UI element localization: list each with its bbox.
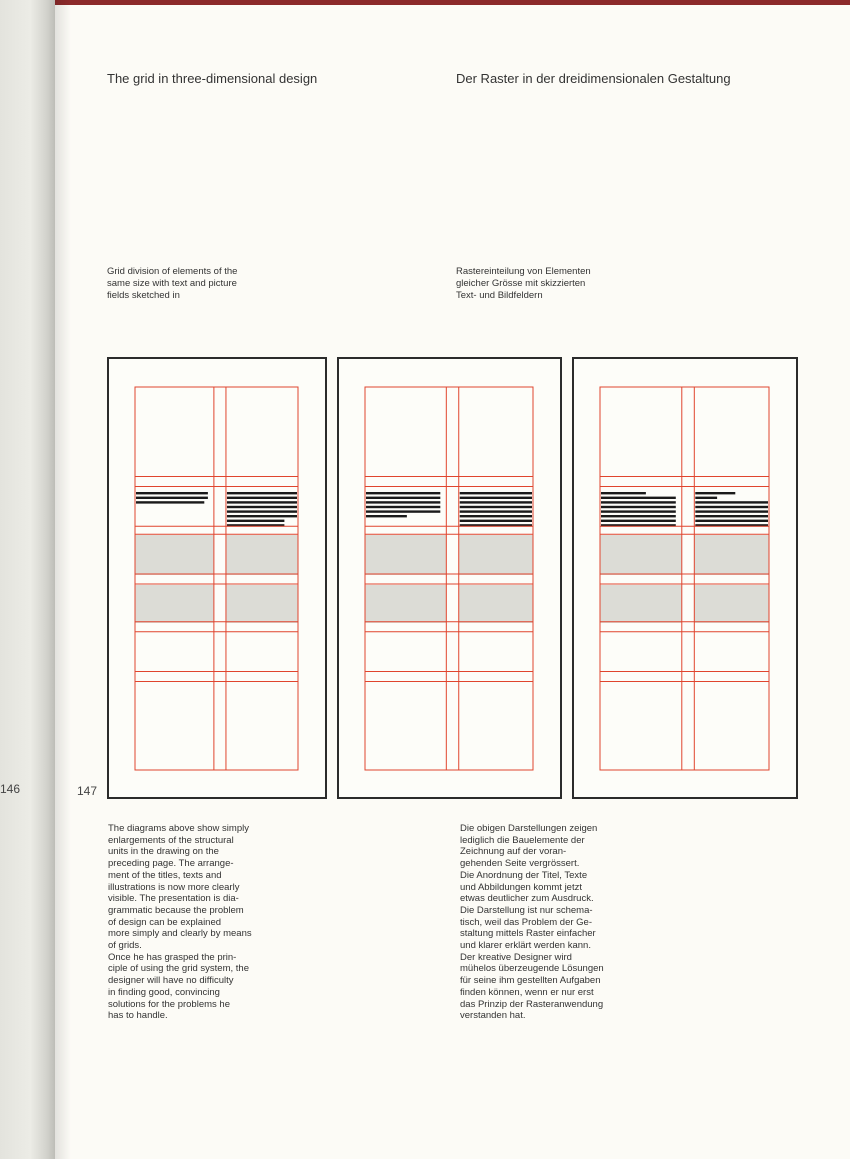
text-line bbox=[695, 515, 768, 517]
text-line bbox=[366, 515, 407, 517]
text-line bbox=[695, 501, 768, 503]
grid-diagram-2-drawing bbox=[339, 359, 560, 797]
text-line bbox=[366, 492, 440, 494]
left-page-edge bbox=[0, 0, 55, 1159]
picture-field bbox=[459, 585, 533, 623]
picture-field bbox=[600, 585, 682, 623]
text-line bbox=[695, 506, 768, 508]
grid-outer-line bbox=[365, 387, 533, 770]
text-line bbox=[366, 497, 440, 499]
grid-diagram-1 bbox=[107, 357, 327, 799]
text-line bbox=[460, 506, 532, 508]
text-line bbox=[227, 515, 297, 517]
page-number-right: 147 bbox=[77, 784, 98, 798]
picture-field bbox=[135, 585, 214, 623]
text-line bbox=[366, 501, 440, 503]
text-line bbox=[227, 492, 297, 494]
text-line bbox=[227, 510, 297, 512]
picture-field bbox=[365, 585, 446, 623]
body-text-english: The diagrams above show simply enlargements of the structural units in the drawing on the preceding page. The arrange- ment of the titles, texts and illustrations is now more clearly visible. The presentation is dia- grammatic because the problem of design can be explained more simply and clearly by means of grids. Once he has grasped the prin- ciple of using the grid system, the designer will have no difficulty in finding good, convincing solutions for the problems he has to handle. bbox=[108, 823, 252, 1022]
picture-field bbox=[365, 535, 446, 575]
text-line bbox=[227, 506, 297, 508]
text-line bbox=[601, 506, 676, 508]
text-line bbox=[136, 497, 208, 499]
picture-field bbox=[459, 535, 533, 575]
text-line bbox=[460, 510, 532, 512]
text-line bbox=[601, 497, 676, 499]
text-line bbox=[460, 520, 532, 522]
page-number-left: 146 bbox=[0, 782, 21, 796]
body-text-german: Die obigen Darstellungen zeigen lediglich die Bauelemente der Zeichnung auf der voran- gehenden Seite vergrössert. Die Anordnung der Titel, Texte und Abbildungen kommt jetzt etwas deutlicher zum Ausdruck. Die Darstellung ist nur schema- tisch, weil das Problem der Ge- staltung mittels Raster einfacher und klarer erklärt werden kann. Der kreative Designer wird mühelos überzeugende Lösungen für seine ihm gestellten Aufgaben finden können, wenn er nur erst das Prinzip der Rasteranwendung verstanden hat. bbox=[460, 823, 604, 1022]
text-line bbox=[227, 501, 297, 503]
text-line bbox=[227, 520, 284, 522]
text-line bbox=[366, 510, 440, 512]
text-line bbox=[460, 497, 532, 499]
text-line bbox=[601, 510, 676, 512]
text-line bbox=[227, 497, 297, 499]
text-line bbox=[695, 497, 717, 499]
picture-field bbox=[600, 535, 682, 575]
text-line bbox=[366, 506, 440, 508]
text-line bbox=[136, 501, 204, 503]
grid-diagram-3-drawing bbox=[574, 359, 796, 797]
heading-german: Der Raster in der dreidimensionalen Gestaltung bbox=[456, 71, 731, 86]
text-line bbox=[460, 492, 532, 494]
grid-outer-line bbox=[135, 387, 298, 770]
caption-german: Rastereinteilung von Elementen gleicher Grösse mit skizzierten Text- und Bildfeldern bbox=[456, 266, 591, 301]
text-line bbox=[460, 501, 532, 503]
text-line bbox=[460, 515, 532, 517]
grid-outer-line bbox=[600, 387, 769, 770]
text-line bbox=[695, 510, 768, 512]
text-line bbox=[601, 515, 676, 517]
text-line bbox=[695, 492, 735, 494]
picture-field bbox=[135, 535, 214, 575]
picture-field bbox=[226, 585, 298, 623]
picture-field bbox=[694, 535, 769, 575]
top-edge bbox=[0, 0, 850, 5]
grid-diagram-3 bbox=[572, 357, 798, 799]
grid-diagram-1-drawing bbox=[109, 359, 325, 797]
caption-english: Grid division of elements of the same size with text and picture fields sketched in bbox=[107, 266, 238, 301]
text-line bbox=[601, 492, 646, 494]
text-line bbox=[601, 520, 676, 522]
picture-field bbox=[226, 535, 298, 575]
gutter-shadow bbox=[55, 0, 71, 1159]
heading-english: The grid in three-dimensional design bbox=[107, 71, 318, 86]
text-line bbox=[601, 501, 676, 503]
picture-field bbox=[694, 585, 769, 623]
grid-diagram-2 bbox=[337, 357, 562, 799]
text-line bbox=[695, 520, 768, 522]
text-line bbox=[136, 492, 208, 494]
